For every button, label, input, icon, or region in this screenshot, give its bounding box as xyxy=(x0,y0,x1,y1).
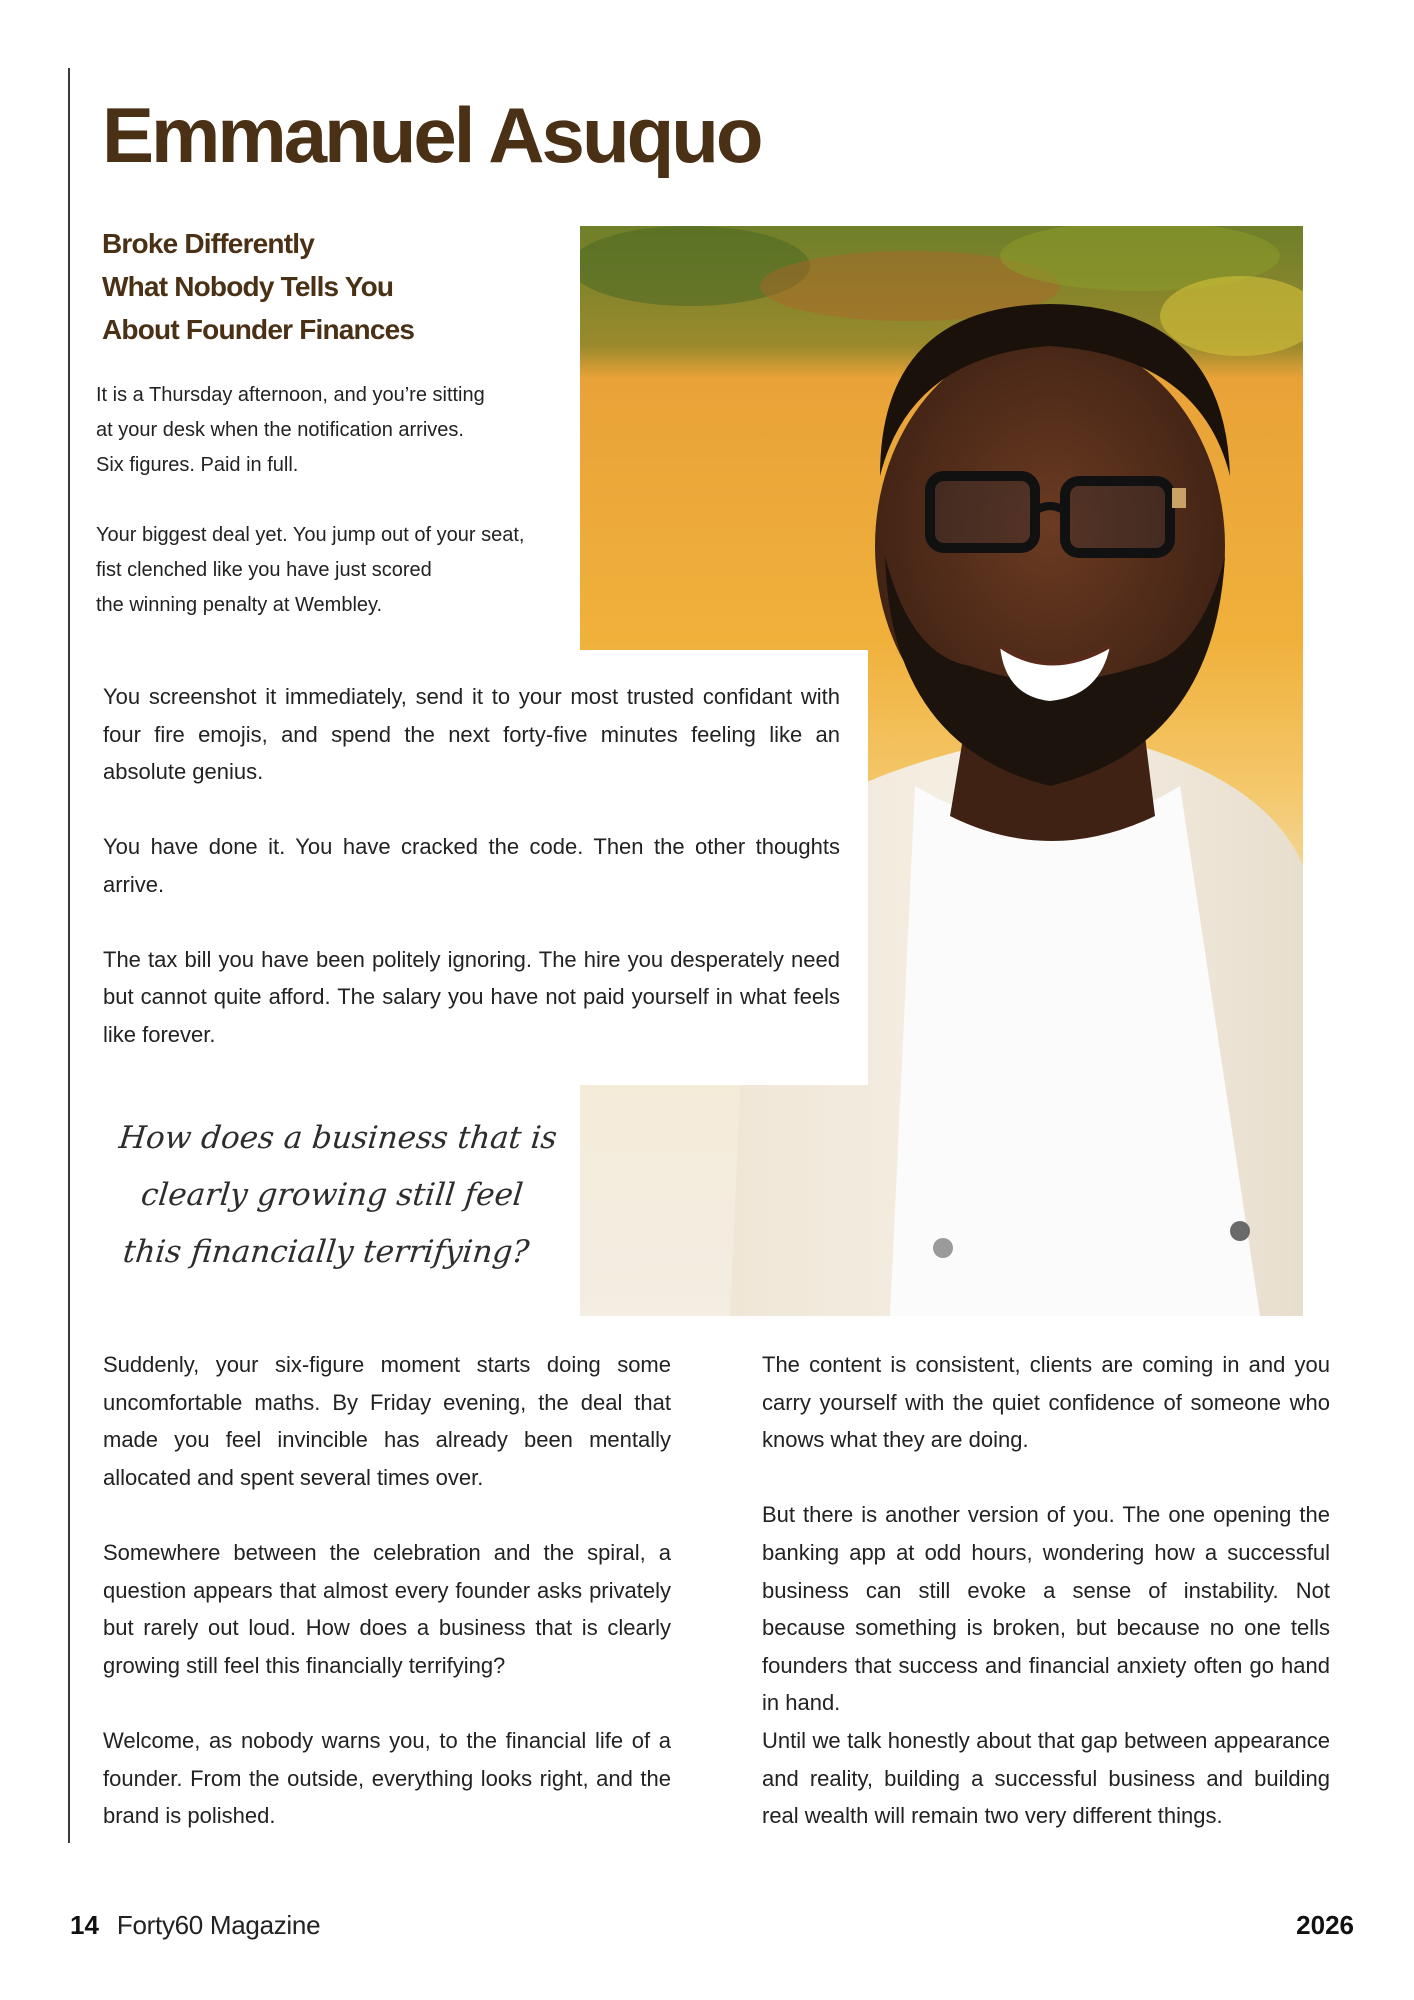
subtitle-line: What Nobody Tells You xyxy=(102,271,394,302)
article-subtitle xyxy=(102,222,414,351)
left-margin-rule xyxy=(68,68,70,1843)
body-paragraph: You screenshot it immediately, send it to your most trusted confidant with four fire emojis, and spend the next forty-five minutes feeling like an absolute genius. xyxy=(103,684,840,784)
subtitle-line: Broke Differently xyxy=(102,228,315,259)
intro-paragraph xyxy=(96,518,586,623)
body-paragraph: You have done it. You have cracked the code. Then the other thoughts arrive. xyxy=(103,834,840,897)
pull-quote: How does a business that is clearly growing still feel this financially terrifying? xyxy=(117,1120,559,1270)
column-paragraph: Until we talk honestly about that gap between appearance and reality, building a successful business and building real wealth will remain two very different things. xyxy=(762,1727,1330,1829)
intro-line: Your biggest deal yet. You jump out of your seat, xyxy=(96,524,525,546)
column-paragraph: But there is another version of you. The one opening the banking app at odd hours, wondering how a successful business can still evoke a sense of instability. Not because something is broken, but because no one tells founders that success and financial anxiety often go hand in hand. xyxy=(762,1502,1330,1716)
intro-line: at your desk when the notification arrives. xyxy=(96,419,464,441)
column-paragraph: The content is consistent, clients are coming in and you carry yourself with the quiet confidence of someone who knows what they are doing. xyxy=(762,1352,1330,1453)
footer-year: 2026 xyxy=(1296,1910,1354,1940)
intro-text xyxy=(96,378,586,658)
subtitle-line: About Founder Finances xyxy=(102,314,415,345)
intro-line: the winning penalty at Wembley. xyxy=(96,594,383,616)
body-paragraph: The tax bill you have been politely ignoring. The hire you desperately need but cannot quite afford. The salary you have not paid yourself in what feels like forever. xyxy=(103,946,840,1047)
left-column xyxy=(103,1346,671,1872)
column-paragraph: Suddenly, your six-figure moment starts doing some uncomfortable maths. By Friday evening, the deal that made you feel invincible has already been mentally allocated and spent several times over. xyxy=(103,1352,671,1490)
column-paragraph: Somewhere between the celebration and the spiral, a question appears that almost every founder asks privately but rarely out loud. How does a business that is clearly growing still feel this financially terrifying? xyxy=(103,1539,671,1678)
page-number: 14 xyxy=(70,1910,99,1940)
intro-line: It is a Thursday afternoon, and you’re sitting xyxy=(96,384,485,406)
opening-body-text xyxy=(103,678,840,1091)
intro-line: Six figures. Paid in full. xyxy=(96,454,299,476)
article-title: Emmanuel Asuquo xyxy=(102,91,761,179)
footer-left xyxy=(70,1910,320,1941)
intro-line: fist clenched like you have just scored xyxy=(96,559,432,581)
column-paragraph: Welcome, as nobody warns you, to the financial life of a founder. From the outside, everything looks right, and the brand is polished. xyxy=(103,1727,671,1829)
right-column xyxy=(762,1346,1330,1872)
magazine-name: Forty60 Magazine xyxy=(116,1910,321,1940)
intro-paragraph xyxy=(96,378,586,483)
